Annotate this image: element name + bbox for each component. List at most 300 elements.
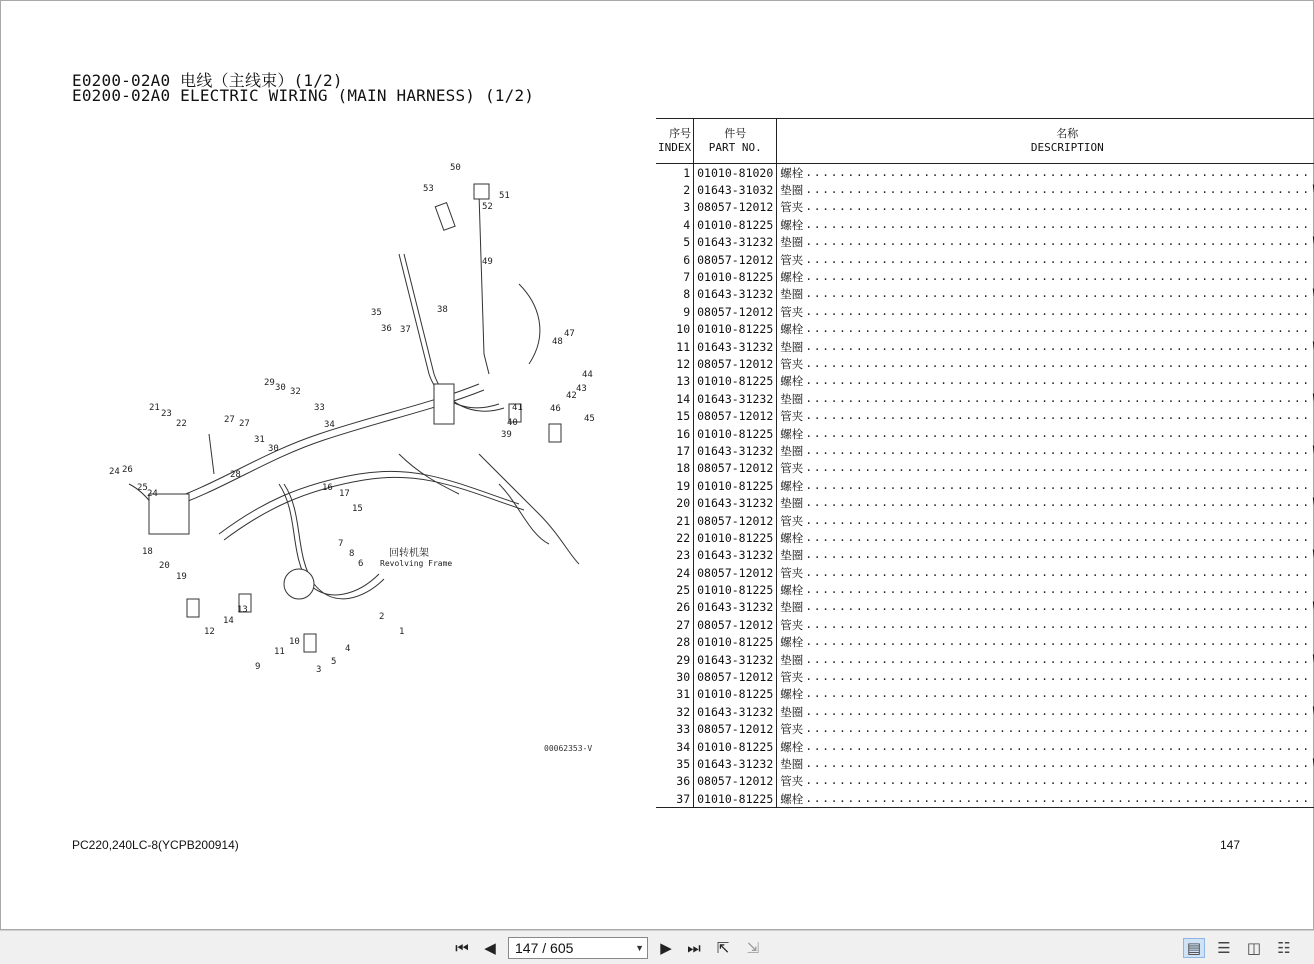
callout-label: 23 bbox=[161, 409, 172, 419]
table-row bbox=[656, 616, 1314, 633]
callout-label: 48 bbox=[552, 337, 563, 347]
table-row bbox=[656, 529, 1314, 546]
prev-page-icon[interactable]: ◀ bbox=[484, 939, 496, 957]
row-part-no: 08057-12012 bbox=[694, 616, 777, 633]
leader-dots: ............................................................ bbox=[805, 599, 1311, 614]
callout-label: 30 bbox=[268, 444, 279, 454]
row-name-cn: 管夹 bbox=[780, 722, 804, 737]
row-description bbox=[777, 199, 1314, 216]
row-part-no: 01643-31232 bbox=[694, 234, 777, 251]
table-row bbox=[656, 321, 1314, 338]
leader-dots: ............................................................ bbox=[805, 182, 1311, 197]
row-index: 22 bbox=[656, 529, 694, 546]
leader-dots: ............................................................ bbox=[805, 721, 1311, 736]
row-description bbox=[777, 547, 1314, 564]
page-number-input[interactable] bbox=[508, 937, 648, 959]
row-index: 21 bbox=[656, 512, 694, 529]
row-description bbox=[777, 686, 1314, 703]
revolving-frame-label-cn: 回转机架 bbox=[389, 548, 429, 559]
row-part-no: 08057-12012 bbox=[694, 564, 777, 581]
row-name-cn: 螺栓 bbox=[780, 687, 804, 702]
row-part-no: 01643-31032 bbox=[694, 181, 777, 198]
callout-label: 19 bbox=[176, 572, 187, 582]
single-page-view-icon[interactable]: ▤ bbox=[1183, 938, 1205, 958]
callout-label: 53 bbox=[423, 184, 434, 194]
table-row bbox=[656, 686, 1314, 703]
callout-label: 31 bbox=[254, 435, 265, 445]
row-description bbox=[777, 755, 1314, 772]
row-description bbox=[777, 773, 1314, 790]
leader-dots: ............................................................ bbox=[805, 669, 1311, 684]
row-name-cn: 垫圈 bbox=[780, 548, 804, 563]
row-part-no: 01643-31232 bbox=[694, 442, 777, 459]
callout-label: 3 bbox=[316, 665, 322, 675]
row-index: 37 bbox=[656, 790, 694, 808]
row-part-no: 08057-12012 bbox=[694, 721, 777, 738]
row-index: 16 bbox=[656, 425, 694, 442]
row-part-no: 01643-31232 bbox=[694, 286, 777, 303]
callout-label: 34 bbox=[324, 420, 335, 430]
row-part-no: 08057-12012 bbox=[694, 773, 777, 790]
row-description bbox=[777, 581, 1314, 598]
harness-components bbox=[149, 184, 561, 652]
row-index: 29 bbox=[656, 651, 694, 668]
row-description bbox=[777, 738, 1314, 755]
row-description bbox=[777, 651, 1314, 668]
callout-label: 12 bbox=[204, 627, 215, 637]
callout-label: 22 bbox=[176, 419, 187, 429]
leader-dots: ............................................................ bbox=[805, 773, 1311, 788]
model-footer: PC220,240LC-8(YCPB200914) bbox=[72, 838, 239, 852]
row-description bbox=[777, 338, 1314, 355]
row-name-cn: 螺栓 bbox=[780, 635, 804, 650]
table-row bbox=[656, 181, 1314, 198]
row-name-cn: 管夹 bbox=[780, 774, 804, 789]
row-part-no: 01010-81225 bbox=[694, 321, 777, 338]
callout-label: 13 bbox=[237, 605, 248, 615]
table-row bbox=[656, 251, 1314, 268]
callout-label: 26 bbox=[122, 465, 133, 475]
row-part-no: 01010-81020 bbox=[694, 164, 777, 182]
header-index: 序号 INDEX bbox=[656, 119, 694, 164]
row-index: 34 bbox=[656, 738, 694, 755]
callout-label: 10 bbox=[289, 637, 300, 647]
first-page-icon[interactable]: ⏮ bbox=[455, 939, 469, 957]
row-description bbox=[777, 599, 1314, 616]
row-part-no: 01643-31232 bbox=[694, 390, 777, 407]
leader-dots: ............................................................ bbox=[805, 529, 1311, 544]
row-part-no: 08057-12012 bbox=[694, 303, 777, 320]
callout-label: 47 bbox=[564, 329, 575, 339]
row-description bbox=[777, 181, 1314, 198]
row-name-cn: 垫圈 bbox=[780, 183, 804, 198]
table-row bbox=[656, 442, 1314, 459]
row-description bbox=[777, 355, 1314, 372]
callout-label: 36 bbox=[381, 324, 392, 334]
row-description bbox=[777, 425, 1314, 442]
row-name-cn: 垫圈 bbox=[780, 496, 804, 511]
callout-label: 1 bbox=[399, 627, 405, 637]
leader-dots: ............................................................ bbox=[805, 564, 1311, 579]
row-part-no: 08057-12012 bbox=[694, 407, 777, 424]
table-row bbox=[656, 407, 1314, 424]
row-index: 33 bbox=[656, 721, 694, 738]
row-name-cn: 管夹 bbox=[780, 513, 804, 528]
row-name-cn: 管夹 bbox=[780, 565, 804, 580]
row-name-cn: 螺栓 bbox=[780, 426, 804, 441]
header-description: 名称 DESCRIPTION bbox=[777, 119, 1314, 164]
continuous-facing-view-icon[interactable]: ☷ bbox=[1277, 939, 1291, 957]
table-row bbox=[656, 216, 1314, 233]
row-part-no: 01010-81225 bbox=[694, 268, 777, 285]
callout-label: 35 bbox=[371, 308, 382, 318]
callout-label: 25 bbox=[137, 483, 148, 493]
row-part-no: 01010-81225 bbox=[694, 634, 777, 651]
table-row bbox=[656, 164, 1314, 182]
row-part-no: 08057-12012 bbox=[694, 460, 777, 477]
leader-dots: ............................................................ bbox=[805, 269, 1311, 284]
row-name-cn: 管夹 bbox=[780, 617, 804, 632]
callout-label: 44 bbox=[582, 370, 593, 380]
table-row bbox=[656, 373, 1314, 390]
table-row bbox=[656, 564, 1314, 581]
leader-dots: ............................................................ bbox=[805, 442, 1311, 457]
callout-label: 21 bbox=[149, 403, 160, 413]
leader-dots: ............................................................ bbox=[805, 582, 1311, 597]
continuous-view-icon[interactable]: ☰ bbox=[1217, 939, 1231, 957]
row-description bbox=[777, 442, 1314, 459]
row-name-cn: 管夹 bbox=[780, 200, 804, 215]
row-name-cn: 螺栓 bbox=[780, 478, 804, 493]
leader-dots: ............................................................ bbox=[805, 321, 1311, 336]
leader-dots: ............................................................ bbox=[805, 303, 1311, 318]
leader-dots: ............................................................ bbox=[805, 355, 1311, 370]
row-description bbox=[777, 703, 1314, 720]
callout-label: 33 bbox=[314, 403, 325, 413]
callout-label: 8 bbox=[349, 549, 355, 559]
leader-dots: ............................................................ bbox=[805, 477, 1311, 492]
leader-dots: ............................................................ bbox=[805, 408, 1311, 423]
leader-dots: ............................................................ bbox=[805, 286, 1311, 301]
callout-label: 30 bbox=[275, 383, 286, 393]
table-row bbox=[656, 547, 1314, 564]
table-row bbox=[656, 651, 1314, 668]
row-part-no: 01643-31232 bbox=[694, 494, 777, 511]
row-name-cn: 垫圈 bbox=[780, 704, 804, 719]
table-row bbox=[656, 703, 1314, 720]
leader-dots: ............................................................ bbox=[805, 199, 1311, 214]
row-description bbox=[777, 321, 1314, 338]
table-row bbox=[656, 512, 1314, 529]
callout-label: 43 bbox=[576, 384, 587, 394]
row-index: 26 bbox=[656, 599, 694, 616]
row-index: 36 bbox=[656, 773, 694, 790]
leader-dots: ............................................................ bbox=[805, 216, 1311, 231]
row-part-no: 01010-81225 bbox=[694, 686, 777, 703]
leader-dots: ............................................................ bbox=[805, 547, 1311, 562]
row-part-no: 01010-81225 bbox=[694, 425, 777, 442]
page-indicator-text: 147 / 605 bbox=[515, 940, 574, 956]
row-description bbox=[777, 216, 1314, 233]
row-name-cn: 螺栓 bbox=[780, 739, 804, 754]
row-description bbox=[777, 373, 1314, 390]
row-name-cn: 垫圈 bbox=[780, 756, 804, 771]
row-name-cn: 垫圈 bbox=[780, 391, 804, 406]
row-index: 10 bbox=[656, 321, 694, 338]
callout-label: 29 bbox=[264, 378, 275, 388]
table-row bbox=[656, 755, 1314, 772]
callout-label: 17 bbox=[339, 489, 350, 499]
row-description bbox=[777, 721, 1314, 738]
row-description bbox=[777, 460, 1314, 477]
row-name-cn: 螺栓 bbox=[780, 217, 804, 232]
row-index: 14 bbox=[656, 390, 694, 407]
leader-dots: ............................................................ bbox=[805, 755, 1311, 770]
leader-dots: ............................................................ bbox=[805, 251, 1311, 266]
callout-label: 14 bbox=[223, 616, 234, 626]
leader-dots: ............................................................ bbox=[805, 373, 1311, 388]
row-description bbox=[777, 494, 1314, 511]
row-index: 30 bbox=[656, 668, 694, 685]
leader-dots: ............................................................ bbox=[805, 738, 1311, 753]
revolving-frame-label-en: Revolving Frame bbox=[380, 559, 453, 568]
row-description bbox=[777, 477, 1314, 494]
row-part-no: 01010-81225 bbox=[694, 373, 777, 390]
row-name-cn: 垫圈 bbox=[780, 652, 804, 667]
row-index: 19 bbox=[656, 477, 694, 494]
row-index: 13 bbox=[656, 373, 694, 390]
callout-label: 27 bbox=[239, 419, 250, 429]
leader-dots: ............................................................ bbox=[805, 686, 1311, 701]
page-title-chinese: E0200-02A0 电线（主线束）(1/2) bbox=[72, 71, 343, 90]
callout-label: 24 bbox=[109, 467, 120, 477]
table-row bbox=[656, 390, 1314, 407]
row-description bbox=[777, 634, 1314, 651]
table-row bbox=[656, 634, 1314, 651]
leader-dots: ............................................................ bbox=[805, 234, 1311, 249]
callout-label: 50 bbox=[450, 163, 461, 173]
row-name-cn: 螺栓 bbox=[780, 583, 804, 598]
leader-dots: ............................................................ bbox=[805, 338, 1311, 353]
leader-dots: ............................................................ bbox=[805, 651, 1311, 666]
row-index: 31 bbox=[656, 686, 694, 703]
callout-label: 24 bbox=[147, 489, 158, 499]
last-page-icon[interactable]: ⏭ bbox=[687, 939, 701, 957]
callout-label: 42 bbox=[566, 391, 577, 401]
callout-label: 51 bbox=[499, 191, 510, 201]
callout-label: 46 bbox=[550, 404, 561, 414]
row-index: 4 bbox=[656, 216, 694, 233]
back-view-icon[interactable]: ⇱ bbox=[716, 939, 730, 957]
row-index: 15 bbox=[656, 407, 694, 424]
row-description bbox=[777, 564, 1314, 581]
wiring-diagram-drawing bbox=[99, 154, 629, 714]
row-index: 3 bbox=[656, 199, 694, 216]
row-description bbox=[777, 303, 1314, 320]
row-index: 12 bbox=[656, 355, 694, 372]
row-name-cn: 垫圈 bbox=[780, 339, 804, 354]
callout-label: 20 bbox=[159, 561, 170, 571]
row-name-cn: 管夹 bbox=[780, 304, 804, 319]
callout-label: 18 bbox=[142, 547, 153, 557]
row-part-no: 01643-31232 bbox=[694, 338, 777, 355]
row-description bbox=[777, 234, 1314, 251]
row-description bbox=[777, 616, 1314, 633]
chevron-down-icon[interactable]: ▼ bbox=[635, 943, 644, 953]
callout-label: 49 bbox=[482, 257, 493, 267]
callout-label: 38 bbox=[437, 305, 448, 315]
callout-label: 40 bbox=[507, 418, 518, 428]
callout-label: 52 bbox=[482, 202, 493, 212]
row-index: 5 bbox=[656, 234, 694, 251]
callout-label: 6 bbox=[358, 559, 364, 569]
row-name-cn: 管夹 bbox=[780, 252, 804, 267]
callout-label: 15 bbox=[352, 504, 363, 514]
row-description bbox=[777, 251, 1314, 268]
row-part-no: 08057-12012 bbox=[694, 251, 777, 268]
row-part-no: 01643-31232 bbox=[694, 651, 777, 668]
callout-label: 2 bbox=[379, 612, 385, 622]
row-index: 25 bbox=[656, 581, 694, 598]
forward-view-icon[interactable]: ⇲ bbox=[746, 939, 760, 957]
table-row bbox=[656, 234, 1314, 251]
row-index: 11 bbox=[656, 338, 694, 355]
page-title-english: E0200-02A0 ELECTRIC WIRING (MAIN HARNESS) (1/2) bbox=[72, 86, 535, 105]
row-part-no: 01010-81225 bbox=[694, 581, 777, 598]
row-index: 17 bbox=[656, 442, 694, 459]
row-name-cn: 垫圈 bbox=[780, 287, 804, 302]
row-name-cn: 螺栓 bbox=[780, 791, 804, 806]
row-name-cn: 螺栓 bbox=[780, 530, 804, 545]
row-name-cn: 螺栓 bbox=[780, 322, 804, 337]
table-row bbox=[656, 599, 1314, 616]
table-row bbox=[656, 355, 1314, 372]
row-index: 27 bbox=[656, 616, 694, 633]
row-index: 35 bbox=[656, 755, 694, 772]
leader-dots: ............................................................ bbox=[805, 495, 1311, 510]
header-part-no: 件号 PART NO. bbox=[694, 119, 777, 164]
callout-label: 4 bbox=[345, 644, 351, 654]
row-description bbox=[777, 512, 1314, 529]
row-index: 6 bbox=[656, 251, 694, 268]
row-part-no: 01010-81225 bbox=[694, 216, 777, 233]
callout-label: 11 bbox=[274, 647, 285, 657]
row-index: 20 bbox=[656, 494, 694, 511]
callout-label: 7 bbox=[338, 539, 344, 549]
leader-dots: ............................................................ bbox=[805, 425, 1311, 440]
row-index: 18 bbox=[656, 460, 694, 477]
row-description bbox=[777, 668, 1314, 685]
callout-label: 41 bbox=[512, 403, 523, 413]
row-description bbox=[777, 268, 1314, 285]
row-name-cn: 管夹 bbox=[780, 409, 804, 424]
table-row bbox=[656, 668, 1314, 685]
table-row bbox=[656, 425, 1314, 442]
callout-label: 16 bbox=[322, 483, 333, 493]
row-part-no: 01643-31232 bbox=[694, 703, 777, 720]
row-name-cn: 管夹 bbox=[780, 670, 804, 685]
row-name-cn: 管夹 bbox=[780, 356, 804, 371]
row-index: 7 bbox=[656, 268, 694, 285]
navigation-toolbar bbox=[0, 930, 1314, 964]
table-row bbox=[656, 773, 1314, 790]
callout-label: 45 bbox=[584, 414, 595, 424]
row-name-cn: 垫圈 bbox=[780, 443, 804, 458]
row-index: 8 bbox=[656, 286, 694, 303]
leader-dots: ............................................................ bbox=[805, 616, 1311, 631]
leader-dots: ............................................................ bbox=[805, 164, 1311, 179]
next-page-icon[interactable]: ▶ bbox=[660, 939, 672, 957]
leader-dots: ............................................................ bbox=[805, 390, 1311, 405]
row-part-no: 01643-31232 bbox=[694, 755, 777, 772]
row-part-no: 01643-31232 bbox=[694, 547, 777, 564]
row-name-cn: 垫圈 bbox=[780, 600, 804, 615]
row-description bbox=[777, 529, 1314, 546]
table-row bbox=[656, 460, 1314, 477]
row-name-cn: 管夹 bbox=[780, 461, 804, 476]
callout-label: 27 bbox=[224, 415, 235, 425]
harness-lines bbox=[129, 194, 579, 599]
table-row bbox=[656, 477, 1314, 494]
leader-dots: ............................................................ bbox=[805, 512, 1311, 527]
table-row bbox=[656, 268, 1314, 285]
callout-label: 9 bbox=[255, 662, 261, 672]
row-index: 2 bbox=[656, 181, 694, 198]
parts-table bbox=[656, 118, 1314, 808]
table-row bbox=[656, 303, 1314, 320]
row-description bbox=[777, 407, 1314, 424]
callout-label: 39 bbox=[501, 430, 512, 440]
catalog-page bbox=[4, 4, 1310, 928]
exploded-wiring-diagram bbox=[99, 154, 629, 714]
row-name-cn: 螺栓 bbox=[780, 270, 804, 285]
row-description bbox=[777, 790, 1314, 808]
row-index: 1 bbox=[656, 164, 694, 182]
row-name-cn: 螺栓 bbox=[780, 165, 804, 180]
row-part-no: 08057-12012 bbox=[694, 199, 777, 216]
table-row bbox=[656, 738, 1314, 755]
row-index: 28 bbox=[656, 634, 694, 651]
row-name-cn: 垫圈 bbox=[780, 235, 804, 250]
row-part-no: 01010-81225 bbox=[694, 529, 777, 546]
row-description bbox=[777, 286, 1314, 303]
table-row bbox=[656, 338, 1314, 355]
table-row bbox=[656, 286, 1314, 303]
table-row bbox=[656, 790, 1314, 808]
leader-dots: ............................................................ bbox=[805, 703, 1311, 718]
page-number-footer: 147 bbox=[1220, 838, 1241, 852]
table-row bbox=[656, 721, 1314, 738]
facing-view-icon[interactable]: ◫ bbox=[1246, 939, 1262, 957]
row-index: 32 bbox=[656, 703, 694, 720]
row-part-no: 01010-81225 bbox=[694, 738, 777, 755]
leader-dots: ............................................................ bbox=[805, 460, 1311, 475]
leader-dots: ............................................................ bbox=[805, 634, 1311, 649]
row-part-no: 08057-12012 bbox=[694, 355, 777, 372]
row-part-no: 01643-31232 bbox=[694, 599, 777, 616]
callout-label: 28 bbox=[230, 470, 241, 480]
table-row bbox=[656, 581, 1314, 598]
row-index: 9 bbox=[656, 303, 694, 320]
table-row bbox=[656, 199, 1314, 216]
parts-table-header bbox=[656, 119, 1314, 164]
callout-label: 37 bbox=[400, 325, 411, 335]
figure-id: 00062353-V bbox=[544, 744, 593, 753]
row-description bbox=[777, 390, 1314, 407]
row-index: 24 bbox=[656, 564, 694, 581]
row-name-cn: 螺栓 bbox=[780, 374, 804, 389]
callout-label: 32 bbox=[290, 387, 301, 397]
